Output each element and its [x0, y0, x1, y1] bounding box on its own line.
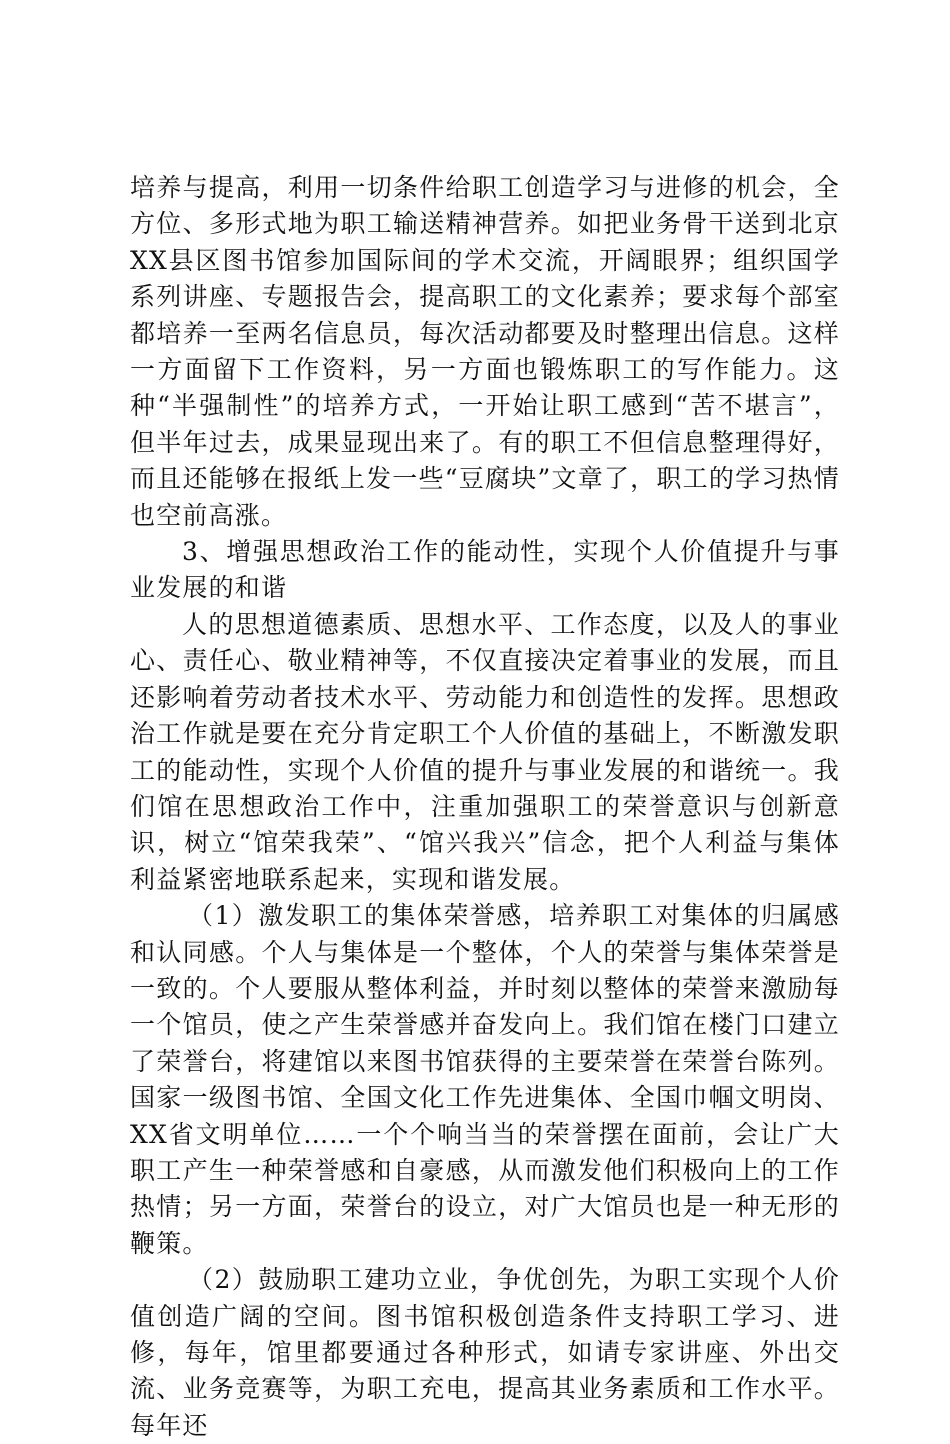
body-paragraph-item-1: （1）激发职工的集体荣誉感，培养职工对集体的归属感和认同感。个人与集体是一个整体，个人的荣誉与集体荣誉是一致的。个人要服从整体利益，并时刻以整体的荣誉来激励每一个馆员，使之产生荣誉感并奋发向上。我们馆在楼门口建立了荣誉台，将建馆以来图书馆获得的主要荣誉在荣誉台陈列。国家一级图书馆、全国文化工作先进集体、全国巾帼文明岗、XX省文明单位……一个个响当当的荣誉摆在面前，会让广大职工产生一种荣誉感和自豪感，从而激发他们积极向上的工作热情；另一方面，荣誉台的设立，对广大馆员也是一种无形的鞭策。: [130, 901, 840, 1258]
body-paragraph-continued: 培养与提高，利用一切条件给职工创造学习与进修的机会，全方位、多形式地为职工输送精神营养。如把业务骨干送到北京XX县区图书馆参加国际间的学术交流，开阔眼界；组织国学系列讲座、专题报告会，提高职工的文化素养；要求每个部室都培养一至两名信息员，每次活动都要及时整理出信息。这样一方面留下工作资料，另一方面也锻炼职工的写作能力。这种“半强制性”的培养方式，一开始让职工感到“苦不堪言”，但半年过去，成果显现出来了。有的职工不但信息整理得好，而且还能够在报纸上发一些“豆腐块”文章了，职工的学习热情也空前高涨。: [130, 173, 840, 530]
body-paragraph-item-2: （2）鼓励职工建功立业，争优创先，为职工实现个人价值创造广阔的空间。图书馆积极创造条件支持职工学习、进修，每年，馆里都要通过各种形式，如请专家讲座、外出交流、业务竞赛等，为职工充电，提高其业务素质和工作水平。每年还: [130, 1265, 840, 1440]
section-heading: 3、增强思想政治工作的能动性，实现个人价值提升与事业发展的和谐: [130, 537, 840, 603]
document-page: [130, 170, 840, 1444]
body-paragraph: 人的思想道德素质、思想水平、工作态度，以及人的事业心、责任心、敬业精神等，不仅直接决定着事业的发展，而且还影响着劳动者技术水平、劳动能力和创造性的发挥。思想政治工作就是要在充分肯定职工个人价值的基础上，不断激发职工的能动性，实现个人价值的提升与事业发展的和谐统一。我们馆在思想政治工作中，注重加强职工的荣誉意识与创新意识，树立“馆荣我荣”、“馆兴我兴”信念，把个人利益与集体利益紧密地联系起来，实现和谐发展。: [130, 609, 840, 894]
